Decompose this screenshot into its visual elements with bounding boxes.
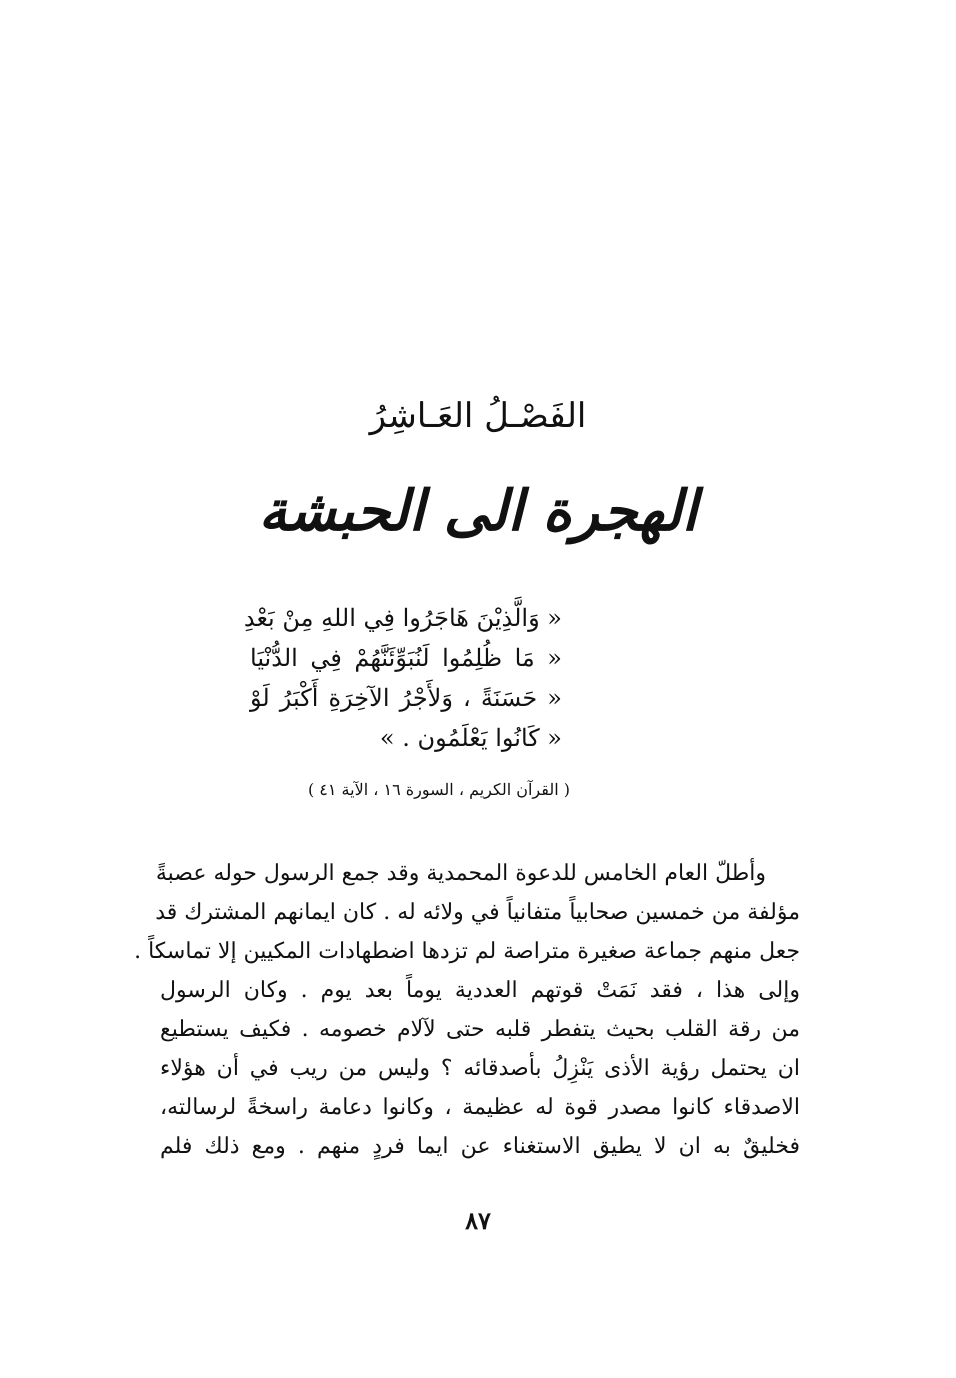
body-line: وإلى هذا ، فقد نَمَتْ قوتهم العددية يوماً بعد يوم . وكان الرسول: [160, 978, 800, 1003]
body-line: الاصدقاء كانوا مصدر قوة له عظيمة ، وكانوا دعامة راسخةً لرسالته،: [160, 1095, 800, 1120]
quote-line: « حَسَنَةً ، وَلأَجْرُ الآخِرَةِ أَكْبَرُ لَوْ: [250, 684, 562, 712]
body-line: فخليقٌ به ان لا يطيق الاستغناء عن ايما فردٍ منهم . ومع ذلك فلم: [160, 1134, 800, 1159]
quote-line: « وَالَّذِيْنَ هَاجَرُوا فِي اللهِ مِنْ بَعْدِ: [243, 604, 562, 632]
body-line: وأطلّ العام الخامس للدعوة المحمدية وقد جمع الرسول حوله عصبةً: [155, 861, 766, 886]
quran-quote: [243, 598, 562, 758]
body-line: من رقة القلب بحيث يتفطر قلبه حتى لآلام خصومه . فكيف يستطيع: [160, 1017, 800, 1042]
chapter-title: الهجرة الى الحبشة: [258, 478, 698, 544]
body-line: جعل منهم جماعة صغيرة متراصة لم تزدها اضطهادات المكيين إلا تماسكاً .: [134, 939, 800, 964]
quote-source: ( القرآن الكريم ، السورة ١٦ ، الآية ٤١ ): [307, 780, 570, 799]
body-line: ان يحتمل رؤية الأذى يَنْزِلُ بأصدقائه ؟ وليس من ريب في أن هؤلاء: [160, 1056, 800, 1081]
chapter-label: الفَصْـلُ العَـاشِرُ: [369, 396, 587, 436]
quote-line: « كَانُوا يَعْلَمُون . »: [379, 724, 562, 752]
body-paragraph: [134, 854, 800, 1166]
page-number: ٨٧: [465, 1206, 491, 1235]
body-line: مؤلفة من خمسين صحابياً متفانياً في ولائه له . كان ايمانهم المشترك قد: [155, 900, 800, 925]
quote-line: « مَا ظُلِمُوا لَنُبَوِّئَنَّهُمْ فِي الدُّنْيَا: [250, 644, 562, 672]
